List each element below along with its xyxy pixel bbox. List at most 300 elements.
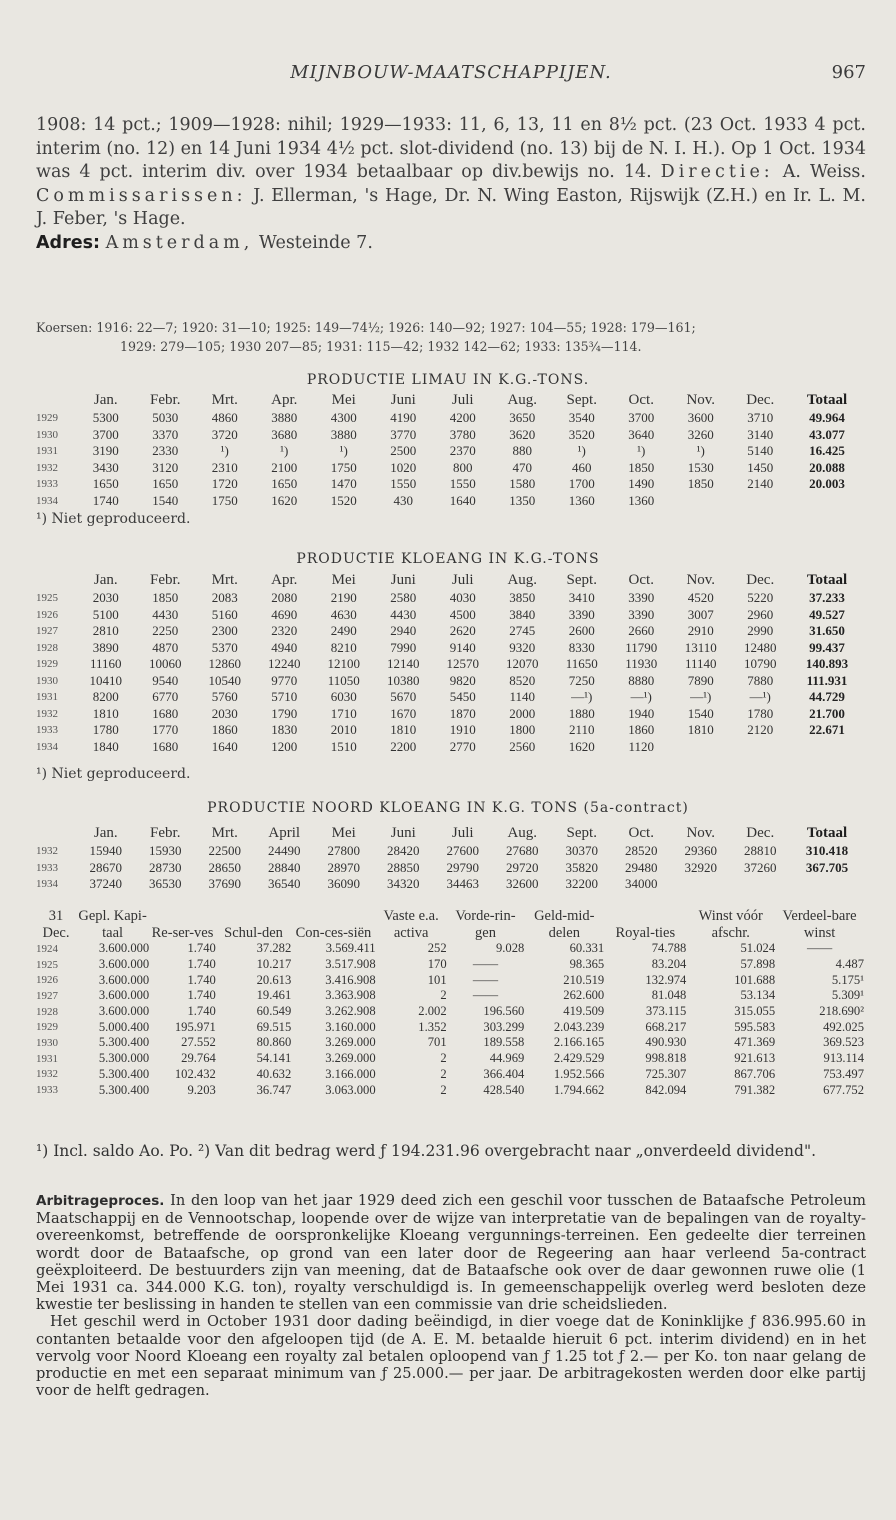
- financial-footnote: [36, 1142, 866, 1161]
- table-cell: 2: [440, 1082, 447, 1097]
- table-cell: 1880: [568, 705, 595, 721]
- table-cell: 12100: [327, 656, 360, 672]
- table-cell: 27680: [506, 843, 539, 859]
- table-cell: 11790: [625, 639, 658, 655]
- table-cell: 5030: [152, 410, 179, 426]
- table-cell: 5.175¹: [831, 972, 864, 987]
- total-cell: 44.729: [809, 689, 845, 705]
- year-cell: 1934: [36, 878, 58, 891]
- table-cell: 28810: [744, 843, 777, 859]
- table-cell: 8330: [568, 639, 595, 655]
- table-cell: 5450: [449, 689, 476, 705]
- table-cell: 3.269.000: [325, 1035, 376, 1050]
- table-row: [36, 427, 864, 444]
- limau-footnote: ¹) Niet geproduceerd.: [36, 511, 191, 527]
- table-cell: 1750: [330, 459, 357, 475]
- table-cell: 366.404: [483, 1066, 525, 1081]
- table-cell: 20.613: [256, 972, 292, 987]
- table-cell: 34463: [446, 876, 479, 892]
- table-cell: ¹): [637, 443, 646, 459]
- table-cell: 9.028: [495, 941, 525, 956]
- koersen-line-1: Koersen: 1916: 22—7; 1920: 31—10; 1925: 149—74½; 1926: 140—92; 1927: 104—55; 1928: 179—161;: [36, 320, 696, 335]
- column-header: Jan.: [93, 392, 118, 408]
- table-cell: 4860: [211, 410, 238, 426]
- table-cell: 2080: [271, 590, 298, 606]
- table-cell: 2370: [449, 443, 476, 459]
- table-cell: 1770: [152, 722, 179, 738]
- total-cell: 43.077: [809, 426, 845, 442]
- column-header: Juni: [390, 572, 416, 588]
- table-cell: 2030: [211, 705, 238, 721]
- table-cell: 2030: [92, 590, 119, 606]
- year-cell: 1927: [36, 625, 58, 638]
- table-cell: 1670: [390, 705, 417, 721]
- column-header: Juli: [451, 392, 474, 408]
- total-cell: 16.425: [809, 443, 845, 459]
- table-cell: 5710: [271, 689, 298, 705]
- table-cell: 37.282: [256, 941, 292, 956]
- table-cell: 28730: [149, 859, 182, 875]
- table-cell: 3850: [509, 590, 536, 606]
- table-cell: 34000: [625, 876, 658, 892]
- column-header: [36, 391, 76, 410]
- table-row: [36, 640, 864, 657]
- column-header: Mei: [331, 572, 356, 588]
- column-header: Apr.: [271, 392, 298, 408]
- table-cell: 29790: [446, 859, 479, 875]
- table-cell: 1750: [211, 492, 238, 508]
- kloeang-production-table: [36, 571, 864, 755]
- table-cell: 12070: [506, 656, 539, 672]
- table-cell: 4520: [687, 590, 714, 606]
- table-row: [36, 673, 864, 690]
- table-cell: 3780: [449, 426, 476, 442]
- table-row: [36, 1051, 864, 1067]
- column-header: Verdeel-bare winst: [782, 908, 857, 941]
- year-cell: 1930: [36, 428, 58, 441]
- column-header: Mrt.: [211, 825, 238, 841]
- table-cell: 28840: [268, 859, 301, 875]
- table-cell: 1120: [628, 738, 655, 754]
- table-cell: 3.166.000: [325, 1066, 376, 1081]
- table-cell: 1490: [628, 476, 655, 492]
- table-cell: 3.569.411: [325, 941, 376, 956]
- table-cell: 1780: [92, 722, 119, 738]
- table-cell: 196.560: [483, 1004, 525, 1019]
- table-cell: 3880: [330, 426, 357, 442]
- column-header: Aug.: [507, 825, 538, 841]
- koersen-block: [36, 318, 881, 356]
- table-cell: 880: [512, 443, 532, 459]
- column-header: April: [268, 825, 301, 841]
- table-cell: 460: [572, 459, 592, 475]
- table-cell: 11160: [89, 656, 122, 672]
- adres-city: Amsterdam,: [105, 232, 254, 253]
- koersen-line-2: 1929: 279—105; 1930 207—85; 1931: 115—42; 1932 142—62; 1933: 135¾—114.: [120, 339, 642, 354]
- table-cell: 3260: [687, 426, 714, 442]
- total-cell: 367.705: [805, 859, 849, 875]
- header-row: [36, 824, 864, 843]
- table-cell: 6030: [330, 689, 357, 705]
- table-cell: 5160: [211, 606, 238, 622]
- table-row: [36, 1035, 864, 1051]
- year-cell: 1933: [36, 1084, 58, 1097]
- table-cell: [671, 493, 731, 510]
- table-cell: 29720: [506, 859, 539, 875]
- table-row: [36, 443, 864, 460]
- table-cell: 8520: [509, 672, 536, 688]
- table-cell: 28850: [387, 859, 420, 875]
- table-cell: 5370: [211, 639, 238, 655]
- table-cell: 36.747: [256, 1082, 292, 1097]
- table-cell: 4870: [152, 639, 179, 655]
- table-cell: 10410: [89, 672, 122, 688]
- table-cell: 5220: [747, 590, 774, 606]
- table-cell: 3190: [92, 443, 119, 459]
- table-cell: 2083: [211, 590, 238, 606]
- table-cell: 3.269.000: [325, 1051, 376, 1066]
- table-cell: 315.055: [734, 1004, 776, 1019]
- total-cell: 140.893: [805, 656, 849, 672]
- table-cell: 369.523: [823, 1035, 864, 1050]
- table-cell: 3890: [92, 639, 119, 655]
- table-cell: 1450: [747, 459, 774, 475]
- table-cell: 3.160.000: [325, 1019, 376, 1034]
- column-header: Juni: [390, 825, 416, 841]
- table-cell: 1360: [628, 492, 655, 508]
- table-cell: 32920: [684, 859, 717, 875]
- table-cell: —¹): [690, 689, 712, 705]
- table-cell: 2600: [568, 623, 595, 639]
- table-cell: 57.898: [740, 957, 776, 972]
- table-cell: 1200: [271, 738, 298, 754]
- table-cell: 1650: [152, 476, 179, 492]
- table-cell: 8200: [92, 689, 119, 705]
- table-cell: 2: [440, 988, 447, 1003]
- table-cell: 10.217: [256, 957, 292, 972]
- table-cell: ¹): [577, 443, 586, 459]
- table-cell: 2745: [509, 623, 536, 639]
- column-header: Sept.: [566, 392, 597, 408]
- table-cell: 2200: [390, 738, 417, 754]
- table-cell: 8210: [330, 639, 357, 655]
- table-cell: 1700: [568, 476, 595, 492]
- table-cell: —¹): [749, 689, 771, 705]
- table-cell: 3600: [687, 410, 714, 426]
- year-cell: 1933: [36, 724, 58, 737]
- column-header: Mrt.: [211, 572, 238, 588]
- header-row: [36, 908, 864, 941]
- table-cell: 2580: [390, 590, 417, 606]
- table-cell: 28520: [625, 843, 658, 859]
- table-cell: 1790: [271, 705, 298, 721]
- table-cell: 2: [440, 1066, 447, 1081]
- table-cell: 2940: [390, 623, 417, 639]
- table-cell: 1540: [687, 705, 714, 721]
- column-header: Oct.: [628, 392, 654, 408]
- table-cell: 4200: [449, 410, 476, 426]
- table-cell: 2660: [628, 623, 655, 639]
- year-cell: 1928: [36, 641, 58, 654]
- column-header: Oct.: [628, 825, 654, 841]
- table-cell: 2120: [747, 722, 774, 738]
- arbitrage-paragraph-2: Het geschil werd in October 1931 door dading beëindigd, in dier voege dat de Koninklijke ƒ 836.995.60 in contanten betaalde voor den afgeloopen tijd (de A. E. M. betaalde hieruit 6 pct. interim dividend) en in het vervolg voor Noord Kloeang een royalty zal betalen oploopend van ƒ 1.25 tot ƒ 2.— per Ko. ton naar gelang de productie en met een separaat minimum van ƒ 25.000.— per jaar. De arbitragekosten werden door elke partij voor de helft gedragen.: [36, 1313, 866, 1400]
- table-cell: 12240: [268, 656, 301, 672]
- table-cell: [731, 493, 791, 510]
- column-header: Jan.: [93, 825, 118, 841]
- adres-street: Westeinde 7.: [258, 232, 373, 253]
- table-cell: 1850: [687, 476, 714, 492]
- table-cell: 28650: [208, 859, 241, 875]
- table-cell: 54.141: [256, 1051, 292, 1066]
- table-row: [36, 476, 864, 493]
- table-cell: 1140: [509, 689, 536, 705]
- total-cell: [790, 876, 864, 893]
- table-cell: 13110: [684, 639, 717, 655]
- table-cell: 83.204: [651, 957, 687, 972]
- dividend-history: 1908: 14 pct.; 1909—1928: nihil; 1929—1933: 11, 6, 13, 11 en 8½ pct. (23 Oct. 1933 4 pct. interim (no. 12) en 14 Juni 1934 4½ pct. slot-dividend (no. 13) bij de N. I. H.). Op 1 Oct. 1934 was 4 pct. interim div. over 1934 betaalbaar op div.bewijs no. 14.: [36, 115, 866, 182]
- table-cell: 913.114: [823, 1051, 864, 1066]
- table-cell: 3.600.000: [98, 957, 150, 972]
- year-cell: 1933: [36, 861, 58, 874]
- table-cell: 1850: [628, 459, 655, 475]
- table-cell: 81.048: [651, 988, 687, 1003]
- table-cell: 2010: [330, 722, 357, 738]
- table-cell: 725.307: [645, 1066, 687, 1081]
- table-cell: 1850: [152, 590, 179, 606]
- table-cell: ¹): [220, 443, 229, 459]
- year-cell: 1925: [36, 958, 58, 971]
- column-header: Totaal: [806, 572, 848, 588]
- table-cell: 842.094: [645, 1082, 687, 1097]
- table-cell: 3390: [568, 606, 595, 622]
- table-cell: 9820: [449, 672, 476, 688]
- noord-kloeang-title: PRODUCTIE NOORD KLOEANG IN K.G. TONS (5a-contract): [207, 800, 689, 816]
- column-header: Schul-den: [224, 924, 283, 941]
- table-cell: 27.552: [181, 1035, 216, 1050]
- year-cell: 1928: [36, 1005, 58, 1018]
- total-cell: 20.003: [809, 476, 845, 492]
- limau-title: PRODUCTIE LIMAU IN K.G.-TONS.: [306, 372, 590, 388]
- table-cell: 3410: [568, 590, 595, 606]
- table-cell: 10380: [387, 672, 420, 688]
- table-cell: 9770: [271, 672, 298, 688]
- table-cell: 4190: [390, 410, 417, 426]
- table-cell: 3720: [211, 426, 238, 442]
- table-cell: 998.818: [645, 1051, 687, 1066]
- year-cell: 1929: [36, 658, 58, 671]
- table-row: [36, 656, 864, 673]
- table-cell: 7890: [687, 672, 714, 688]
- total-cell: [790, 493, 864, 510]
- table-cell: [731, 876, 791, 893]
- table-cell: 2620: [449, 623, 476, 639]
- table-cell: 2300: [211, 623, 238, 639]
- table-row: [36, 876, 864, 893]
- table-cell: 15930: [149, 843, 182, 859]
- table-cell: 3620: [509, 426, 536, 442]
- column-header: Dec.: [746, 825, 775, 841]
- table-cell: 1910: [449, 722, 476, 738]
- year-cell: 1924: [36, 942, 58, 955]
- table-cell: 470: [512, 459, 532, 475]
- table-cell: 4030: [449, 590, 476, 606]
- table-cell: 3700: [92, 426, 119, 442]
- kloeang-footnote: ¹) Niet geproduceerd.: [36, 766, 191, 782]
- year-cell: 1934: [36, 740, 58, 753]
- table-cell: 5670: [390, 689, 417, 705]
- table-cell: 3430: [92, 459, 119, 475]
- column-header: Jan.: [93, 572, 118, 588]
- table-cell: 5.000.400: [98, 1019, 150, 1034]
- table-cell: 262.600: [563, 988, 605, 1003]
- table-cell: 1620: [568, 738, 595, 754]
- table-cell: 11050: [327, 672, 360, 688]
- column-header: Nov.: [686, 392, 716, 408]
- table-cell: 29480: [625, 859, 658, 875]
- table-cell: 102.432: [174, 1066, 216, 1081]
- table-cell: 3680: [271, 426, 298, 442]
- table-cell: 3.063.000: [325, 1082, 376, 1097]
- table-row: [36, 623, 864, 640]
- year-cell: 1931: [36, 445, 58, 458]
- table-cell: 1510: [330, 738, 357, 754]
- table-cell: 36090: [327, 876, 360, 892]
- table-cell: 2770: [449, 738, 476, 754]
- column-header: Winst vóór afschr.: [698, 908, 763, 941]
- table-cell: 28970: [327, 859, 360, 875]
- table-cell: 2330: [152, 443, 179, 459]
- year-cell: 1931: [36, 691, 58, 704]
- table-cell: 3.600.000: [98, 941, 150, 956]
- total-cell: 22.671: [809, 722, 845, 738]
- table-row: [36, 941, 864, 957]
- table-cell: 1640: [449, 492, 476, 508]
- table-cell: 668.217: [645, 1019, 687, 1034]
- table-cell: 2990: [747, 623, 774, 639]
- table-cell: 3710: [747, 410, 774, 426]
- financial-footnote-text: ¹) Incl. saldo Ao. Po. ²) Van dit bedrag werd ƒ 194.231.96 overgebracht naar „onverdeeld dividend".: [36, 1142, 817, 1160]
- table-cell: 3.517.908: [325, 957, 376, 972]
- table-row: [36, 972, 864, 988]
- table-cell: ——: [472, 988, 499, 1003]
- table-cell: 37240: [89, 876, 122, 892]
- column-header: Febr.: [150, 572, 181, 588]
- table-cell: 3.363.908: [325, 988, 376, 1003]
- table-cell: 1360: [568, 492, 595, 508]
- table-cell: 1680: [152, 705, 179, 721]
- table-cell: 11650: [565, 656, 598, 672]
- table-cell: 36530: [149, 876, 182, 892]
- total-cell: 20.088: [809, 459, 845, 475]
- table-cell: —¹): [571, 689, 593, 705]
- table-cell: 6770: [152, 689, 179, 705]
- column-header: Nov.: [686, 825, 716, 841]
- table-row: [36, 957, 864, 973]
- commissarissen-value: J. Ellerman, 's Hage, Dr. N. Wing Easton, Rijswijk (Z.H.) en Ir. L. M. J. Feber, 's Hage.: [36, 185, 866, 229]
- table-cell: 1720: [211, 476, 238, 492]
- column-header: Mei: [331, 825, 356, 841]
- table-cell: 9140: [449, 639, 476, 655]
- column-header: Vaste e.a. activa: [383, 908, 439, 941]
- table-cell: [671, 739, 731, 756]
- total-cell: 111.931: [806, 672, 848, 688]
- running-title: MIJNBOUW-MAATSCHAPPIJEN.: [290, 62, 612, 83]
- table-cell: 8880: [628, 672, 655, 688]
- table-cell: 1810: [390, 722, 417, 738]
- table-cell: 3120: [152, 459, 179, 475]
- table-cell: 7880: [747, 672, 774, 688]
- column-header: Aug.: [507, 572, 538, 588]
- table-cell: 2.429.529: [553, 1051, 605, 1066]
- table-row: [36, 460, 864, 477]
- commissarissen-label: Commissarissen:: [36, 185, 247, 206]
- table-cell: 1530: [687, 459, 714, 475]
- table-cell: 40.632: [256, 1066, 292, 1081]
- table-row: [36, 988, 864, 1004]
- table-row: [36, 722, 864, 739]
- table-cell: 471.369: [734, 1035, 776, 1050]
- table-cell: 1640: [211, 738, 238, 754]
- column-header: Febr.: [150, 825, 181, 841]
- table-row: [36, 860, 864, 877]
- table-cell: 1.794.662: [553, 1082, 605, 1097]
- column-header: Royal-ties: [615, 924, 676, 941]
- table-cell: 60.331: [569, 941, 605, 956]
- table-cell: 2110: [568, 722, 595, 738]
- total-cell: 21.700: [809, 705, 845, 721]
- table-cell: 252: [427, 941, 447, 956]
- table-cell: 69.515: [256, 1019, 292, 1034]
- year-cell: 1929: [36, 412, 58, 425]
- table-cell: 15940: [89, 843, 122, 859]
- table-cell: 2810: [92, 623, 119, 639]
- total-cell: 310.418: [805, 843, 849, 859]
- table-cell: 34320: [387, 876, 420, 892]
- year-cell: 1926: [36, 974, 58, 987]
- table-cell: 1860: [211, 722, 238, 738]
- table-cell: 2560: [509, 738, 536, 754]
- table-cell: 19.461: [256, 988, 292, 1003]
- table-cell: 35820: [565, 859, 598, 875]
- table-cell: 5.300.400: [98, 1066, 150, 1081]
- table-cell: 3520: [568, 426, 595, 442]
- table-cell: 2140: [747, 476, 774, 492]
- table-cell: 3640: [628, 426, 655, 442]
- table-cell: 12480: [744, 639, 777, 655]
- table-cell: 3140: [747, 426, 774, 442]
- total-cell: 49.964: [809, 410, 845, 426]
- table-cell: 2.166.165: [553, 1035, 605, 1050]
- table-cell: 10540: [208, 672, 241, 688]
- table-cell: 4.487: [835, 957, 864, 972]
- table-cell: 10790: [744, 656, 777, 672]
- header-row: [36, 391, 864, 410]
- table-cell: 1540: [152, 492, 179, 508]
- table-cell: 430: [393, 492, 413, 508]
- total-cell: [790, 739, 864, 756]
- table-cell: 9320: [509, 639, 536, 655]
- table-cell: 7990: [390, 639, 417, 655]
- table-cell: 7250: [568, 672, 595, 688]
- table-cell: 1830: [271, 722, 298, 738]
- table-cell: 1860: [628, 722, 655, 738]
- year-cell: 1931: [36, 1052, 58, 1065]
- table-cell: 2190: [330, 590, 357, 606]
- table-cell: 1.740: [187, 957, 216, 972]
- table-cell: 800: [453, 459, 473, 475]
- column-header: Juni: [390, 392, 416, 408]
